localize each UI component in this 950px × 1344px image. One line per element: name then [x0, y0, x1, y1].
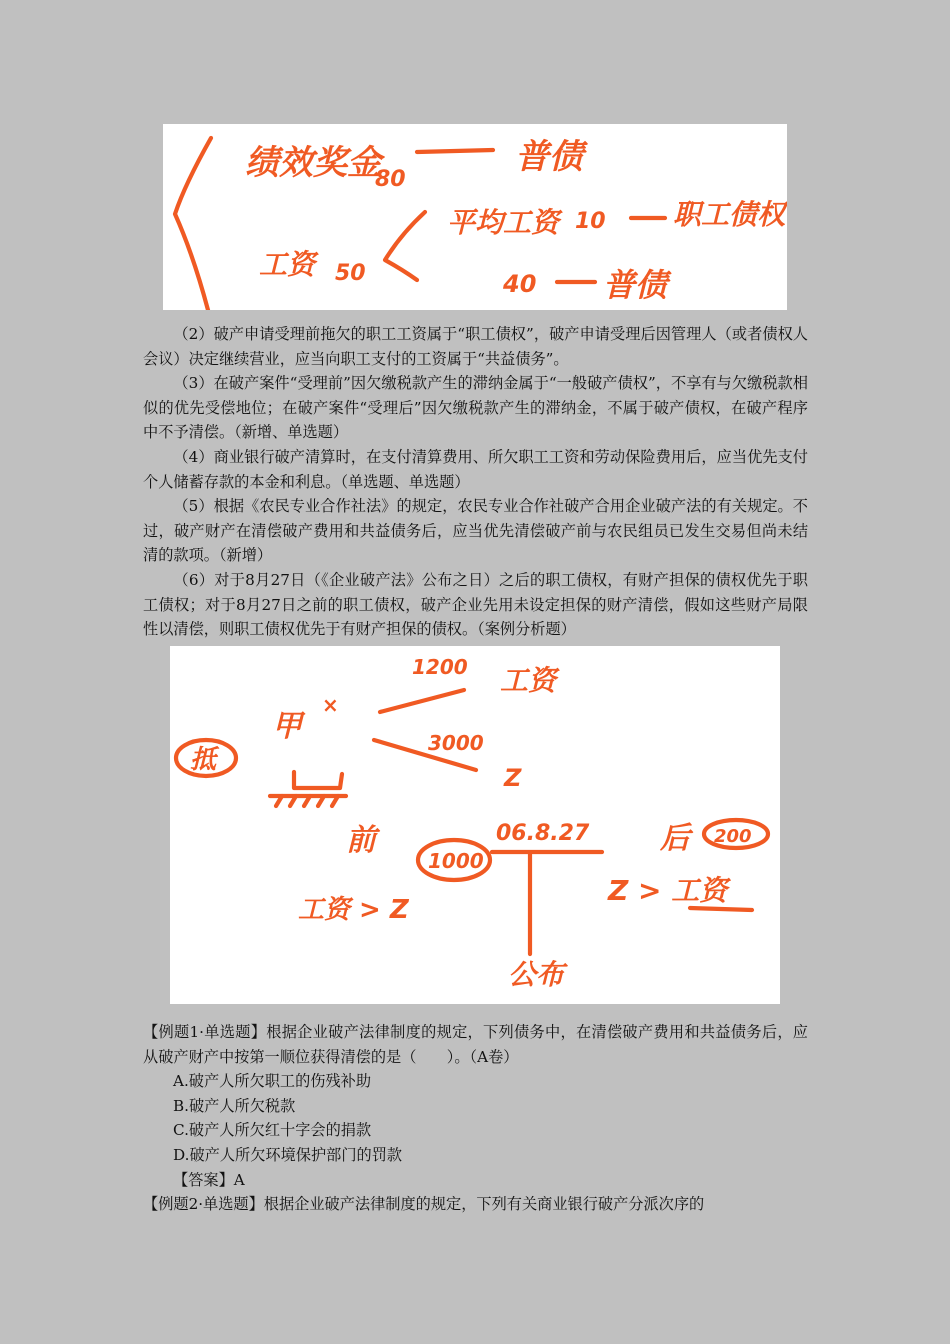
left-compare: 工资 > Z	[298, 895, 409, 925]
remaining-amount: 40	[503, 270, 537, 298]
bottom-label: 公布	[508, 958, 565, 991]
label-mid: Z	[504, 764, 522, 792]
handwritten-sketch-priority-timeline	[170, 646, 780, 1004]
owner-text: 甲	[272, 709, 302, 744]
owner-mark: ×	[322, 693, 339, 717]
handwritten-sketch-wage-breakdown	[163, 124, 787, 310]
circled-left-text: 抵	[190, 745, 217, 775]
dash-line	[417, 150, 493, 152]
after-amount: 200	[714, 826, 752, 847]
after-label: 后	[660, 821, 690, 856]
label-top: 工资	[500, 664, 557, 697]
paragraph: （4）商业银行破产清算时，在支付清算费用、所欠职工工资和劳动保险费用后，应当优先支付个人储蓄存款的本金和利息。（单选题、单选题）	[143, 447, 808, 491]
bonus-result: 普债	[515, 137, 583, 177]
example1-title: 【例题1·单选题】根据企业破产法律制度的规定，下列债务中，在清偿破产费用和共益债务后，应从破产财产中按第一顺位获得清偿的是（ ）。（A卷）	[143, 1023, 808, 1066]
underline	[690, 908, 752, 910]
avg-wage-text: 平均工资	[447, 206, 560, 239]
option-d: D.破产人所欠环境保护部门的罚款	[173, 1145, 403, 1164]
example-questions	[143, 1020, 808, 1217]
paragraph: （5）根据《农民专业合作社法》的规定，农民专业合作社破产合用企业破产法的有关规定。不过，破产财产在清偿破产费用和共益债务后，应当优先清偿破产前与农民组员已发生交易但尚未结清的款项。（新增）	[143, 497, 808, 565]
option-b: B.破产人所欠税款	[173, 1096, 296, 1115]
big-brace	[175, 138, 211, 310]
wage-label: 工资	[259, 248, 316, 281]
arrow-line-top	[380, 690, 464, 712]
example2-title: 【例题2·单选题】根据企业破产法律制度的规定，下列有关商业银行破产分派次序的	[143, 1195, 705, 1214]
bonus-text: 绩效奖金	[245, 143, 381, 183]
right-compare: Z > 工资	[608, 874, 728, 907]
small-brace	[385, 212, 425, 280]
bonus-amount: 80	[375, 167, 406, 192]
employee-claim-text: 职工债权	[673, 198, 786, 231]
avg-wage-amount: 10	[575, 209, 606, 234]
sketch2-svg	[170, 646, 780, 1004]
answer-text: 【答案】A	[173, 1170, 245, 1189]
wage-amount: 50	[335, 261, 366, 286]
amount-top: 1200	[412, 655, 468, 679]
sketch1-svg	[163, 124, 787, 310]
date-text: 06.8.27	[496, 821, 590, 846]
building-icon	[294, 772, 342, 788]
paragraph: （6）对于8月27日（《企业破产法》公布之日）之后的职工债权，有财产担保的债权优先于职工债权；对于8月27日之前的职工债权，破产企业先用未设定担保的财产清偿，假如这些财产局限性以清偿，则职工债权优先于有财产担保的债权。（案例分析题）	[143, 570, 808, 639]
paragraph: （2）破产申请受理前拖欠的职工工资属于“职工债权”，破产申请受理后因管理人（或者债权人会议）决定继续营业，应当向职工支付的工资属于“共益债务”。	[143, 325, 808, 368]
body-paragraphs	[143, 322, 808, 642]
before-label: 前	[346, 823, 376, 858]
paragraph: （3）在破产案件“受理前”因欠缴税款产生的滞纳金属于“一般破产债权”，不享有与欠缴税款相似的优先受偿地位；在破产案件“受理后”因欠缴税款产生的滞纳金，不属于破产债权，在破产程序中不予清偿。（新增、单选题）	[143, 374, 808, 442]
before-amount: 1000	[428, 849, 484, 873]
amount-mid: 3000	[428, 731, 484, 755]
general-claim-text: 普债	[603, 266, 668, 304]
option-c: C.破产人所欠红十字会的捐款	[173, 1121, 372, 1140]
option-a: A.破产人所欠职工的伤残补助	[173, 1072, 372, 1091]
